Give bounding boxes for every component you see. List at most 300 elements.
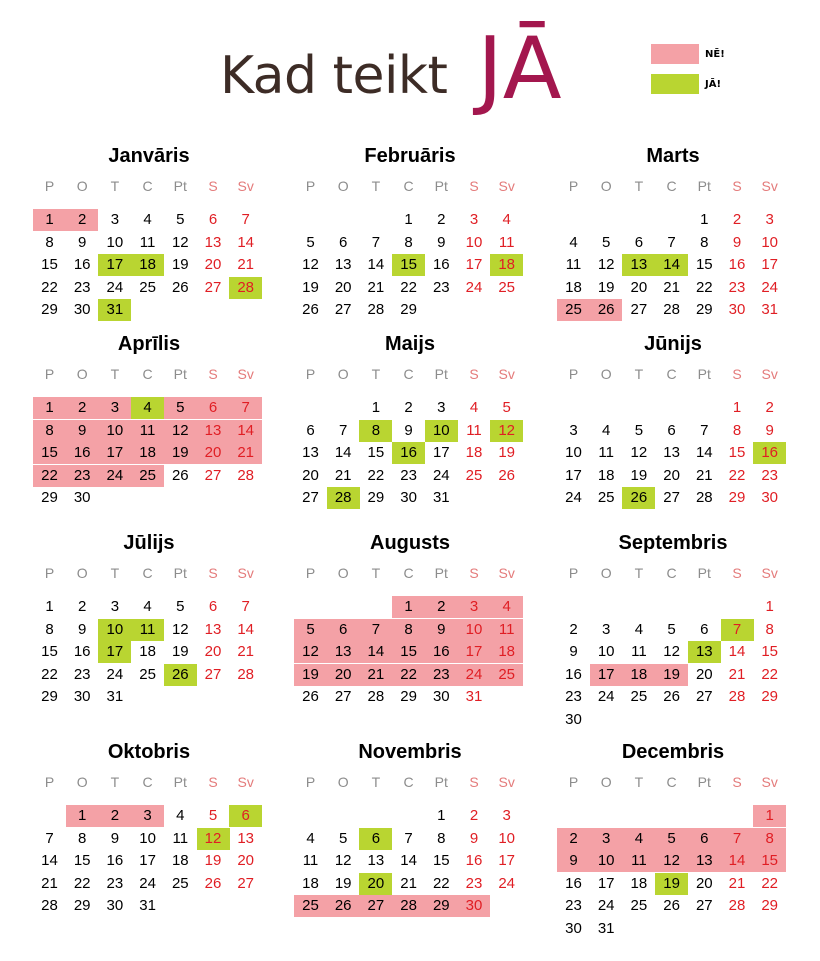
day-cell: 23 <box>728 278 746 296</box>
day-cell: 5 <box>634 421 644 439</box>
day-cell-no: 8 <box>404 620 413 638</box>
weekday-label: P <box>305 178 316 194</box>
weekday-label: T <box>371 565 381 581</box>
day-cell-no: 2 <box>569 829 578 847</box>
day-cell: 15 <box>695 256 713 273</box>
weekday-label: O <box>337 565 349 581</box>
day-cell: 13 <box>302 444 319 461</box>
day-cell: 29 <box>761 897 779 914</box>
day-cell: 6 <box>208 211 218 228</box>
month-name: Janvāris <box>108 145 190 167</box>
day-cell: 31 <box>432 489 450 506</box>
day-cell: 26 <box>663 688 680 705</box>
day-cell-no: 13 <box>204 421 222 439</box>
day-cell-no: 12 <box>663 852 680 869</box>
legend-label-no: NĒ! <box>705 48 725 60</box>
day-cell: 19 <box>302 278 319 296</box>
day-cell: 28 <box>728 897 746 914</box>
day-cell: 6 <box>634 233 644 251</box>
day-cell: 27 <box>695 688 713 705</box>
day-cell: 8 <box>765 620 774 638</box>
day-cell: 17 <box>139 852 156 869</box>
day-cell-no: 18 <box>139 444 156 461</box>
day-cell: 4 <box>306 829 315 847</box>
day-cell: 28 <box>728 688 746 705</box>
day-cell: 6 <box>208 598 218 615</box>
day-cell: 3 <box>765 211 774 228</box>
day-cell: 25 <box>171 874 189 892</box>
weekday-label: Pt <box>697 366 711 382</box>
day-cell: 25 <box>630 688 648 705</box>
weekday-label: P <box>44 565 55 581</box>
day-cell-yes: 10 <box>425 420 458 442</box>
day-cell-no: 10 <box>106 421 124 439</box>
day-cell-yes: 6 <box>359 828 392 850</box>
day-cell: 5 <box>176 211 185 228</box>
day-cell-yes: 12 <box>490 420 523 442</box>
day-cell-no: 25 <box>565 301 582 318</box>
day-cell-no: 5 <box>176 399 185 416</box>
day-cell-no: 17 <box>597 665 615 683</box>
day-cell: 15 <box>41 643 58 660</box>
day-cell: 3 <box>110 211 120 228</box>
day-cell: 11 <box>302 852 319 869</box>
day-cell: 9 <box>78 233 87 251</box>
day-cell: 27 <box>630 301 648 318</box>
day-cell: 26 <box>171 278 189 296</box>
weekday-label: Sv <box>498 565 515 581</box>
day-cell: 17 <box>597 874 615 892</box>
day-cell: 19 <box>498 444 516 461</box>
day-cell: 4 <box>176 807 185 824</box>
day-cell: 29 <box>41 301 58 318</box>
day-cell: 16 <box>73 643 91 660</box>
day-cell-no: 12 <box>171 421 189 439</box>
day-cell-no: 23 <box>432 665 450 683</box>
weekday-label: Sv <box>237 178 254 194</box>
weekday-label: C <box>403 178 414 194</box>
day-cell: 26 <box>171 466 189 484</box>
day-cell: 21 <box>237 643 255 660</box>
day-cell: 13 <box>334 256 352 273</box>
day-cell: 3 <box>502 807 511 824</box>
day-cell: 23 <box>73 278 91 296</box>
day-cell: 22 <box>367 466 385 484</box>
day-cell: 16 <box>565 874 582 892</box>
day-cell: 21 <box>695 466 713 484</box>
day-cell-no: 8 <box>765 829 774 847</box>
day-cell: 21 <box>728 874 746 892</box>
day-cell-yes: 31 <box>98 299 131 321</box>
day-cell: 17 <box>761 256 779 273</box>
day-cell: 10 <box>565 444 582 461</box>
day-cell-yes: 7 <box>721 619 754 641</box>
day-cell: 20 <box>204 643 222 660</box>
day-cell-yes: 15 <box>392 254 425 276</box>
day-cell-yes: 28 <box>327 487 360 509</box>
day-cell: 7 <box>404 829 413 847</box>
weekday-label: P <box>44 774 55 790</box>
day-cell: 15 <box>432 852 450 869</box>
weekday-label: Sv <box>237 366 254 382</box>
day-cell: 28 <box>237 665 255 683</box>
day-cell: 21 <box>237 256 255 273</box>
day-cell: 18 <box>630 874 648 892</box>
day-cell: 19 <box>334 874 352 892</box>
day-cell: 28 <box>367 301 385 318</box>
day-cell-no: 7 <box>241 399 250 416</box>
day-cell: 1 <box>371 399 381 416</box>
weekday-label: Pt <box>434 178 448 194</box>
day-cell: 27 <box>695 897 713 914</box>
day-cell: 11 <box>466 421 482 439</box>
day-cell: 30 <box>761 489 779 506</box>
day-cell: 1 <box>45 598 54 615</box>
day-cell: 26 <box>302 301 319 318</box>
day-cell: 21 <box>334 466 352 484</box>
day-cell: 6 <box>667 421 676 439</box>
weekday-label: Sv <box>761 774 778 790</box>
day-cell-yes: 13 <box>622 254 655 276</box>
day-cell: 29 <box>73 897 91 914</box>
day-cell: 16 <box>565 665 582 683</box>
day-cell: 19 <box>204 852 222 869</box>
day-cell-yes: 18 <box>131 254 164 276</box>
day-cell: 27 <box>204 665 222 683</box>
day-cell: 11 <box>172 829 189 847</box>
day-cell-no: 28 <box>400 897 417 914</box>
day-cell-no: 17 <box>465 643 483 660</box>
day-cell-yes: 18 <box>490 254 523 276</box>
weekday-label: C <box>142 366 153 382</box>
day-cell-yes: 19 <box>655 873 688 895</box>
day-cell-no: 5 <box>667 829 676 847</box>
day-cell: 20 <box>204 256 222 273</box>
day-cell-no: 6 <box>700 829 709 847</box>
day-cell: 4 <box>143 598 152 615</box>
day-cell: 7 <box>371 233 381 251</box>
weekday-label: O <box>76 366 88 382</box>
weekday-label: T <box>110 178 120 194</box>
weekday-label: P <box>305 774 316 790</box>
day-cell-yes: 6 <box>229 805 262 827</box>
weekday-label: Pt <box>173 178 187 194</box>
day-cell: 8 <box>732 421 742 439</box>
day-cell: 25 <box>139 665 156 683</box>
day-cell: 23 <box>73 665 91 683</box>
day-cell: 22 <box>400 278 417 296</box>
day-cell: 13 <box>204 620 222 638</box>
day-cell: 7 <box>45 829 54 847</box>
day-cell: 18 <box>465 444 483 461</box>
weekday-label: Sv <box>761 565 778 581</box>
day-cell: 27 <box>334 301 352 318</box>
day-cell: 12 <box>302 256 319 273</box>
legend-item-yes <box>651 74 725 94</box>
weekday-label: C <box>403 774 414 790</box>
day-cell-no: 5 <box>306 620 315 638</box>
day-cell: 30 <box>400 489 417 506</box>
day-cell: 30 <box>73 688 91 705</box>
day-cell: 24 <box>498 874 516 892</box>
day-cell-yes: 28 <box>229 277 262 299</box>
day-cell: 9 <box>404 421 413 439</box>
legend <box>651 44 725 104</box>
day-cell: 29 <box>400 301 417 318</box>
day-cell: 16 <box>106 852 124 869</box>
day-cell: 10 <box>106 233 124 251</box>
day-cell: 5 <box>306 233 315 251</box>
day-cell-no: 10 <box>465 620 483 638</box>
weekday-label: Pt <box>697 178 711 194</box>
day-cell: 7 <box>241 211 250 228</box>
day-cell: 26 <box>498 466 516 484</box>
day-cell: 28 <box>237 466 255 484</box>
day-cell: 2 <box>569 620 578 638</box>
day-cell: 2 <box>765 399 774 416</box>
weekday-label: O <box>600 565 612 581</box>
day-cell-no: 4 <box>502 598 511 615</box>
day-cell-no: 23 <box>73 466 91 484</box>
day-cell: 15 <box>367 444 385 461</box>
day-cell: 24 <box>761 278 779 296</box>
day-cell: 5 <box>176 598 185 615</box>
day-cell: 23 <box>565 897 582 914</box>
day-cell: 14 <box>728 643 746 660</box>
weekday-label: C <box>403 565 414 581</box>
weekday-label: S <box>469 366 479 382</box>
day-cell: 14 <box>334 444 352 461</box>
day-cell-yes: 20 <box>359 873 392 895</box>
weekday-label: O <box>76 565 88 581</box>
day-cell-no: 26 <box>597 301 615 318</box>
day-cell: 5 <box>667 620 676 638</box>
day-cell-no: 20 <box>334 665 352 683</box>
day-cell: 8 <box>437 829 446 847</box>
day-cell: 1 <box>700 211 709 228</box>
day-cell-no: 14 <box>367 643 385 660</box>
weekday-label: O <box>76 774 88 790</box>
day-cell: 2 <box>469 807 479 824</box>
day-cell-no: 6 <box>339 620 348 638</box>
day-cell-yes: 26 <box>622 487 655 509</box>
weekday-label: P <box>44 178 55 194</box>
day-cell: 29 <box>367 489 385 506</box>
month-name: Oktobris <box>107 741 191 763</box>
legend-swatch-no <box>651 44 699 64</box>
day-cell: 29 <box>41 489 58 506</box>
day-cell: 8 <box>700 233 709 251</box>
day-cell: 3 <box>602 620 611 638</box>
day-cell: 4 <box>143 211 152 228</box>
day-cell: 15 <box>41 256 58 273</box>
month-name: Novembris <box>358 741 462 763</box>
day-cell: 20 <box>302 466 319 484</box>
day-cell: 28 <box>367 688 385 705</box>
day-cell: 10 <box>498 829 516 847</box>
day-cell-no: 21 <box>237 444 255 461</box>
day-cell-no: 1 <box>765 807 774 824</box>
day-cell: 3 <box>437 399 446 416</box>
day-cell: 25 <box>597 489 615 506</box>
weekday-label: C <box>142 774 153 790</box>
day-cell: 12 <box>597 256 615 273</box>
weekday-label: O <box>76 178 88 194</box>
day-cell: 11 <box>631 643 647 660</box>
day-cell: 14 <box>237 233 255 251</box>
day-cell-no: 14 <box>728 852 746 869</box>
weekday-label: Sv <box>237 774 254 790</box>
weekday-label: S <box>732 565 742 581</box>
day-cell: 30 <box>106 897 124 914</box>
day-cell: 20 <box>334 278 352 296</box>
day-cell-no: 9 <box>437 620 446 638</box>
day-cell-yes: 11 <box>131 619 164 641</box>
day-cell: 2 <box>78 598 87 615</box>
weekday-label: Sv <box>237 565 254 581</box>
day-cell-no: 24 <box>465 665 483 683</box>
weekday-label: Pt <box>173 774 187 790</box>
day-cell-no: 16 <box>432 643 450 660</box>
day-cell-no: 11 <box>139 421 156 439</box>
weekday-label: T <box>110 774 120 790</box>
weekday-label: T <box>371 774 381 790</box>
weekday-label: S <box>208 178 218 194</box>
weekday-label: P <box>568 178 579 194</box>
weekday-label: C <box>403 366 414 382</box>
day-cell-yes: 8 <box>359 420 392 442</box>
day-cell-no: 3 <box>110 399 120 416</box>
weekday-label: O <box>600 774 612 790</box>
day-cell-no: 1 <box>45 211 54 228</box>
day-cell: 21 <box>400 874 417 892</box>
day-cell: 21 <box>728 665 746 683</box>
day-cell-no: 19 <box>171 444 189 461</box>
day-cell-no: 22 <box>41 466 58 484</box>
day-cell-no: 7 <box>732 829 742 847</box>
day-cell: 14 <box>41 852 58 869</box>
weekday-label: Pt <box>173 366 187 382</box>
weekday-label: P <box>568 366 579 382</box>
day-cell-no: 14 <box>237 421 255 439</box>
day-cell: 11 <box>598 444 614 461</box>
day-cell: 6 <box>306 421 315 439</box>
day-cell: 31 <box>761 301 779 318</box>
day-cell: 9 <box>110 829 120 847</box>
day-cell-no: 10 <box>597 852 615 869</box>
day-cell: 29 <box>41 688 58 705</box>
day-cell: 14 <box>367 256 385 273</box>
day-cell-no: 19 <box>663 665 680 683</box>
day-cell: 27 <box>204 466 222 484</box>
day-cell: 21 <box>41 874 58 892</box>
weekday-label: C <box>142 565 153 581</box>
day-cell: 25 <box>630 897 648 914</box>
weekday-label: O <box>337 366 349 382</box>
day-cell-no: 27 <box>367 897 385 914</box>
day-cell: 16 <box>432 256 450 273</box>
day-cell-yes: 14 <box>655 254 688 276</box>
day-cell-no: 25 <box>139 466 156 484</box>
day-cell: 29 <box>728 489 746 506</box>
day-cell-no: 18 <box>630 665 648 683</box>
day-cell: 14 <box>400 852 417 869</box>
day-cell: 29 <box>400 688 417 705</box>
day-cell-no: 20 <box>204 444 222 461</box>
day-cell: 26 <box>204 874 222 892</box>
day-cell: 22 <box>73 874 91 892</box>
day-cell: 24 <box>139 874 156 892</box>
day-cell: 23 <box>106 874 124 892</box>
weekday-label: S <box>732 178 742 194</box>
day-cell-no: 25 <box>302 897 319 914</box>
day-cell-no: 29 <box>432 897 450 914</box>
weekday-label: P <box>44 366 55 382</box>
day-cell-yes: 16 <box>753 442 786 464</box>
day-cell: 18 <box>597 466 615 484</box>
title-accent: JĀ <box>477 19 562 119</box>
day-cell: 18 <box>171 852 189 869</box>
day-cell: 19 <box>597 278 615 296</box>
weekday-label: Pt <box>434 366 448 382</box>
weekday-label: T <box>110 366 120 382</box>
day-cell-yes: 10 <box>98 619 131 641</box>
day-cell: 17 <box>465 256 483 273</box>
day-cell: 23 <box>565 688 582 705</box>
weekday-label: Pt <box>434 565 448 581</box>
day-cell: 5 <box>208 807 218 824</box>
weekday-label: C <box>666 774 677 790</box>
day-cell: 20 <box>695 874 713 892</box>
weekday-label: S <box>469 774 479 790</box>
day-cell: 24 <box>565 489 582 506</box>
page-title <box>220 19 562 119</box>
weekday-label: T <box>634 565 644 581</box>
day-cell-no: 4 <box>634 829 644 847</box>
day-cell: 12 <box>171 620 189 638</box>
day-cell: 4 <box>502 211 511 228</box>
weekday-label: Sv <box>761 178 778 194</box>
day-cell: 17 <box>432 444 450 461</box>
day-cell: 11 <box>139 233 156 251</box>
day-cell-yes: 16 <box>392 442 425 464</box>
day-cell: 7 <box>667 233 676 251</box>
day-cell: 30 <box>565 710 582 728</box>
day-cell: 31 <box>106 688 124 705</box>
weekday-label: P <box>305 366 316 382</box>
month-name: Maijs <box>384 333 436 355</box>
weekday-label: C <box>142 178 153 194</box>
day-cell-no: 30 <box>465 897 483 914</box>
day-cell: 12 <box>663 643 680 660</box>
day-cell-no: 2 <box>110 807 120 824</box>
weekday-label: T <box>634 178 644 194</box>
day-cell: 8 <box>45 233 54 251</box>
day-cell-no: 21 <box>367 665 385 683</box>
legend-label-yes: JĀ! <box>705 78 722 90</box>
weekday-label: T <box>634 366 644 382</box>
day-cell-no: 1 <box>78 807 87 824</box>
day-cell: 30 <box>73 301 91 318</box>
day-cell: 21 <box>663 278 680 296</box>
day-cell-yes: 12 <box>197 828 230 850</box>
day-cell: 10 <box>761 233 779 251</box>
month-name: Decembris <box>621 741 725 763</box>
weekday-label: T <box>110 565 120 581</box>
day-cell-no: 15 <box>400 643 417 660</box>
day-cell: 24 <box>597 897 615 914</box>
day-cell: 13 <box>367 852 385 869</box>
